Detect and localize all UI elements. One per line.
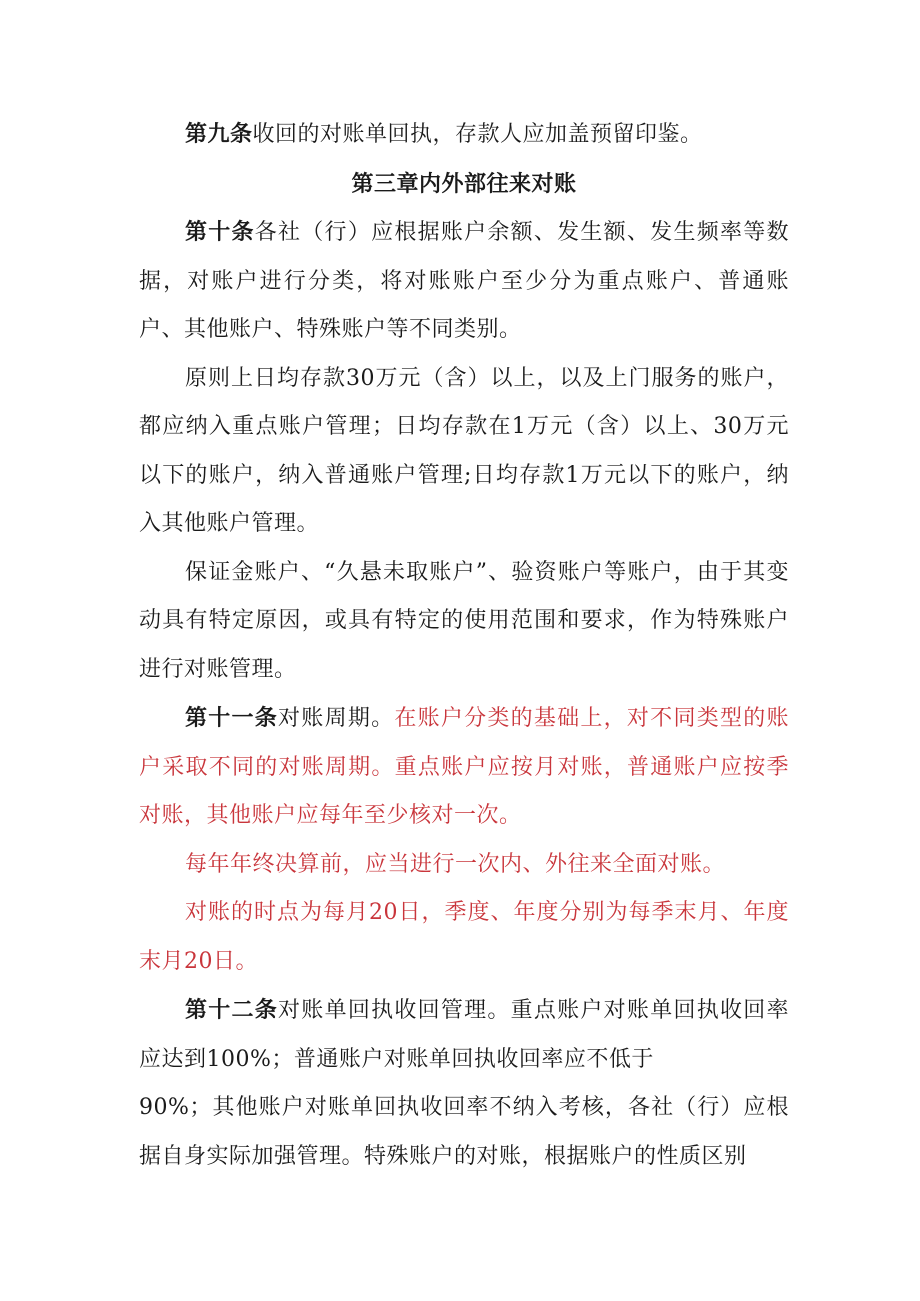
paragraph-special-accounts: 保证金账户、“久悬未取账户”、验资账户等账户，由于其变动具有特定原因，或具有特定的使用范围和要求，作为特殊账户进行对账管理。 (139, 559, 789, 682)
article-9-text: 收回的对账单回执，存款人应加盖预留印鉴。 (252, 122, 703, 147)
article-10-label: 第十条 (185, 219, 255, 245)
article-12 (139, 986, 789, 1084)
article-12-continuation: 90%；其他账户对账单回执收回率不纳入考核，各社（行）应根据自身实际加强管理。特殊账户的对账，根据账户的性质区别 (139, 1095, 789, 1169)
article-9-label: 第九条 (185, 121, 253, 147)
document-page (139, 110, 789, 1181)
paragraph-principle: 原则上日均存款30万元（含）以上，以及上门服务的账户，都应纳入重点账户管理；日均存款在1万元（含）以上、30万元以下的账户，纳入普通账户管理;日均存款1万元以下的账户，纳入其他账户管理。 (139, 365, 789, 536)
chapter-3-title: 第三章内外部往来对账 (351, 170, 577, 197)
article-10 (139, 208, 789, 355)
article-11-label: 第十一条 (185, 705, 279, 731)
paragraph-time-point: 对账的时点为每月20日，季度、年度分别为每季末月、年度末月20日。 (139, 900, 789, 974)
paragraph-year-end: 每年年终决算前，应当进行一次内、外往来全面对账。 (185, 851, 726, 877)
article-11 (139, 694, 789, 841)
article-11-text: 对账周期。 (278, 706, 395, 731)
article-12-label: 第十二条 (185, 997, 279, 1023)
article-12-text-line1: 对账单回执收回管理。重点账户对账单回执收回率应达到100%；普通账户对账单回执收回率应不低于 (139, 998, 789, 1072)
article-9 (139, 110, 789, 160)
article-11-highlighted-text: 在账户分类的基础上，对不同类型的账户采取不同的对账周期。重点账户应按月对账，普通账户应按季对账，其他账户应每年至少核对一次。 (139, 706, 789, 828)
article-10-text: 各社（行）应根据账户余额、发生额、发生频率等数据，对账户进行分类，将对账账户至少分为重点账户、普通账户、其他账户、特殊账户等不同类别。 (139, 220, 789, 342)
